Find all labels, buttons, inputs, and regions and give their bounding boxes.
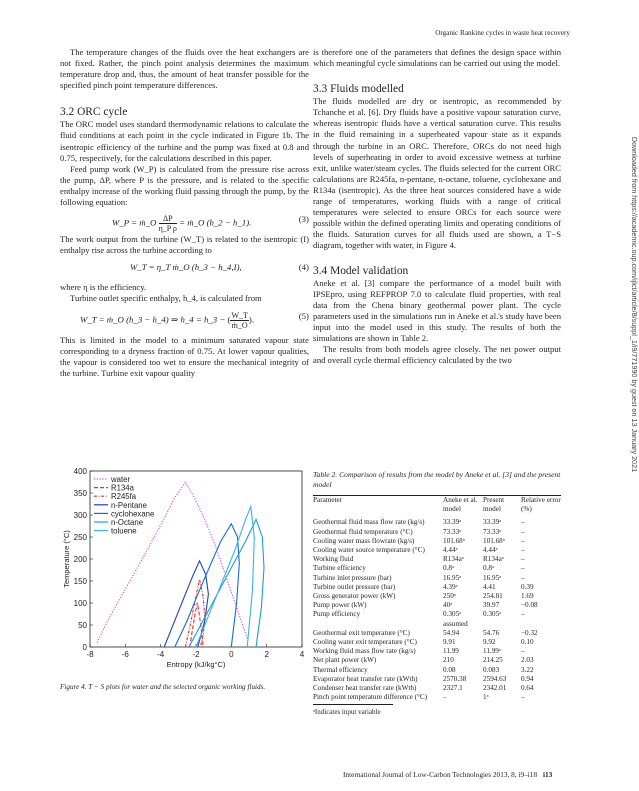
- table-cell: Working fluid: [313, 555, 354, 564]
- table-cell: 4.39ᵃ: [443, 582, 458, 591]
- table-cell: –: [521, 693, 525, 702]
- y-tick-label: 50: [78, 621, 87, 630]
- table-cell: 33.39ᵃ: [483, 518, 502, 527]
- eq-3-numerator: ΔP: [159, 214, 177, 224]
- table-cell: 0.8ᵃ: [483, 564, 494, 573]
- legend-label: cyclohexane: [111, 509, 155, 519]
- table-row: [313, 555, 561, 564]
- table-cell: 2327.1: [443, 684, 463, 693]
- table-cell: 101.68ᵃ: [443, 536, 465, 545]
- table-row: [313, 592, 561, 601]
- table-cell: 9.91: [443, 638, 456, 647]
- journal-footer: [343, 770, 552, 779]
- table-cell: Gross generator power (kW): [313, 592, 396, 601]
- paragraph: Turbine outlet specific enthalpy, h_4, is calculated from: [70, 293, 262, 304]
- table-row: [313, 610, 561, 628]
- table-row: [313, 656, 561, 665]
- eq-3-fraction: [159, 214, 177, 233]
- section-heading-3-2: 3.2 ORC cycle: [60, 106, 128, 119]
- x-tick-label: 4: [299, 650, 305, 659]
- figure-4-chart: [60, 465, 310, 675]
- table-cell: –: [521, 564, 525, 573]
- table-cell: 2342.01: [483, 684, 507, 693]
- table-caption: Table 2. Comparison of results from the model by Aneke et al. [3] and the present model: [313, 470, 561, 489]
- paragraph: where η is the efficiency.: [60, 282, 147, 293]
- legend-label: water: [111, 475, 131, 484]
- eq-5-fraction: [230, 311, 248, 330]
- table-cell: Cooling water exit temperature (°C): [313, 638, 417, 647]
- eq-3-rhs: = ṁ_O (h_2 − h_1).: [179, 217, 252, 228]
- table-cell: −0.08: [521, 601, 538, 610]
- table-cell: 0.08: [443, 665, 456, 674]
- journal-citation: International Journal of Low-Carbon Technologies 2013, 8, i9–i18: [343, 770, 538, 779]
- table-cell: –: [521, 536, 525, 545]
- equation-4: [60, 258, 309, 280]
- table-cell: Condenser heat transfer rate (kWth): [313, 684, 417, 693]
- table-row: [313, 638, 561, 647]
- paragraph: Aneke et al. [3] compare the performance of a model built with IPSEpro, using REFPROP 7.0 to calculate fluid properties, with real data from the Chena binary geothermal power plant. The cycle parameters used in the simulations run in Aneke et al.'s study have been input into the model used in this study. The results of both the simulations are shown in Table 2.: [313, 277, 561, 343]
- table-row: [313, 583, 561, 592]
- table-cell: 254.81: [483, 592, 503, 601]
- table-cell: 2570.38: [443, 674, 467, 683]
- table-cell: Net plant power (kW): [313, 656, 377, 665]
- table-cell: –: [521, 647, 525, 656]
- table-row: [313, 537, 561, 546]
- table-cell: 3.22: [521, 665, 534, 674]
- table-row: [313, 684, 561, 693]
- equation-number: (3): [298, 214, 309, 225]
- table-row: [313, 528, 561, 537]
- table-cell: 39.97: [483, 601, 500, 610]
- table-cell: 250ᵃ: [443, 592, 456, 601]
- table-cell: –: [521, 546, 525, 555]
- table-cell: Cooling water mass flowrate (kg/s): [313, 536, 415, 545]
- table-row: [313, 546, 561, 555]
- table-cell: –: [521, 610, 525, 619]
- table-cell: R134aᵃ: [443, 555, 464, 564]
- table-cell: 54.94: [443, 628, 460, 637]
- eq-3-denominator: η_P ρ: [158, 224, 177, 234]
- y-tick-label: 300: [73, 511, 87, 520]
- results-table: [313, 496, 561, 702]
- table-cell: 4.41: [483, 582, 496, 591]
- equation-3: [60, 210, 309, 232]
- table-cell: Turbine outlet pressure (bar): [313, 582, 396, 591]
- table-cell: Cooling water source temperature (°C): [313, 546, 425, 555]
- table-cell: −0.32: [521, 628, 538, 637]
- table-row: [313, 675, 561, 684]
- table-row: [313, 574, 561, 583]
- footnote-rule: [313, 704, 393, 705]
- equation-number: (4): [298, 262, 309, 273]
- paragraph: is therefore one of the parameters that defines the design space within which meaningful cycle simulations can be carried out using the model.: [313, 47, 561, 69]
- table-cell: Geothermal exit temperature (°C): [313, 628, 410, 637]
- table-cell: 0.39: [521, 582, 534, 591]
- table-cell: 40ᵃ: [443, 601, 453, 610]
- table-cell: 101.68ᵃ: [483, 536, 505, 545]
- table-cell: 73.33ᵃ: [483, 527, 502, 536]
- x-tick-label: -6: [121, 650, 129, 659]
- y-tick-label: 0: [82, 643, 87, 652]
- table-cell: Pinch point temperature difference (°C): [313, 693, 428, 702]
- table-cell: Pump efficiency: [313, 610, 361, 619]
- table-cell: –: [521, 573, 525, 582]
- y-tick-label: 150: [73, 577, 87, 586]
- section-heading-3-4: 3.4 Model validation: [313, 264, 409, 277]
- eq-5-lhs: W_T = ṁ_O (h_3 − h_4) ⇒ h_4 = h_3 −: [80, 314, 226, 325]
- x-tick-label: -8: [86, 650, 94, 659]
- eq-5-numerator: W_T: [231, 310, 248, 320]
- paragraph: The fluids modelled are dry or isentropic, as recommended by Tchanche et al. [6]. Dry fluids have a positive vapour saturation curve, whereas isentropic fluids have a vertical saturation curve. This results in the fluid remaining in a superheated vapour state as it expands through the turbine in an ORC. Therefore, ORCs do not need high levels of superheating in order to avoid excessive wetness at turbine exit, unlike water/steam cycles. The fluids selected for the current ORC calculations are R245fa, n-pentane, n-octane, toluene, cyclohexane and R134a (isentropic). As the three heat sources considered have a wide range of temperatures, working fluids with a range of critical temperatures were selected to ensure ORCs for each source were possible within the defined operating limits and operating conditions of the fluids. Saturation curves for all fluids used are shown, a T−S diagram, together with water, in Figure 4.: [313, 96, 561, 251]
- x-tick-label: -2: [192, 650, 200, 659]
- table-cell: 4.44ᵃ: [443, 546, 458, 555]
- table-cell: –: [521, 527, 525, 536]
- table-cell: 16.95ᵃ: [483, 573, 502, 582]
- table-cell: 0.305ᵃ assumed: [443, 610, 468, 628]
- paragraph: This is limited in the model to a minimum saturated vapour state corresponding to a dryness fraction of 0.75. At lower vapour qualities, the vapour is considered too wet to ensure the mechanical integrity of the turbine. Turbine exit vapour quality: [60, 334, 309, 378]
- column-header: Relative error (%): [521, 496, 561, 514]
- table-cell: 2594.63: [483, 674, 507, 683]
- paragraph: The results from both models agree closely. The net power output and overall cycle thermal efficiency calculated by the two: [313, 344, 561, 366]
- table-cell: 0.10: [521, 638, 534, 647]
- table-cell: 73.33ᵃ: [443, 527, 462, 536]
- table-cell: Geothermal fluid temperature (°C): [313, 527, 413, 536]
- table-cell: 33.39ᵃ: [443, 518, 462, 527]
- table-cell: 4.44ᵃ: [483, 546, 498, 555]
- table-2: [313, 470, 561, 716]
- table-cell: –: [521, 555, 525, 564]
- legend-label: n-Octane: [111, 518, 144, 527]
- table-row: [313, 647, 561, 656]
- right-column: [313, 47, 561, 366]
- table-footnote: ᵃIndicates input variable: [313, 708, 381, 717]
- section-heading-3-3: 3.3 Fluids modelled: [313, 83, 404, 96]
- eq-5-denominator: ṁ_O: [231, 320, 248, 330]
- table-cell: 9.92: [483, 638, 496, 647]
- y-tick-label: 350: [73, 489, 87, 498]
- column-header: Present model: [483, 496, 505, 514]
- table-cell: Evaporator heat transfer rate (kWth): [313, 674, 418, 683]
- equation-number: (5): [298, 310, 309, 321]
- table-cell: 214.25: [483, 656, 503, 665]
- table-cell: 1.69: [521, 592, 534, 601]
- table-cell: –: [443, 693, 447, 702]
- eq-4-body: W_T = η_T ṁ_O (h_3 − h_4,I),: [130, 262, 242, 273]
- table-cell: 2.03: [521, 656, 534, 665]
- table-cell: Working fluid mass flow rate (kg/s): [313, 647, 416, 656]
- legend-label: n-Pentane: [111, 500, 147, 510]
- y-axis-label: Temperature (°C): [62, 530, 71, 588]
- table-cell: 210: [443, 656, 454, 665]
- table-header-row: [313, 496, 561, 514]
- table-cell: Geothermal fluid mass flow rate (kg/s): [313, 518, 425, 527]
- legend-label: R134a: [111, 483, 134, 493]
- y-tick-label: 100: [73, 599, 87, 608]
- column-header: Parameter: [313, 496, 343, 504]
- download-watermark: Downloaded from https://academic.oup.com/ijlct/article/8/suppl_1/i9/771990 by guest on 13 January 2021: [629, 136, 639, 473]
- table-cell: 54.76: [483, 628, 500, 637]
- table-cell: Pump power (kW): [313, 601, 367, 610]
- table-row: [313, 601, 561, 610]
- table-cell: 0.94: [521, 674, 534, 683]
- table-cell: Thermal efficiency: [313, 665, 368, 674]
- x-tick-label: -4: [157, 650, 165, 659]
- table-cell: 0.305ᵃ: [483, 610, 502, 619]
- table-cell: 1ᵃ: [483, 693, 489, 702]
- table-row: [313, 514, 561, 527]
- table-cell: 0.8ᵃ: [443, 564, 454, 573]
- table-row: [313, 564, 561, 573]
- figure-caption: Figure 4. T − S plots for water and the selected organic working fluids.: [60, 683, 266, 691]
- y-tick-label: 250: [73, 533, 87, 542]
- paragraph: The ORC model uses standard thermodynamic relations to calculate the fluid conditions at each point in the cycle indicated in Figure 1b. The isentropic efficiency of the turbine and the pump was fixed at 0.8 and 0.75, respectively, for the calculations described in this paper.: [60, 119, 309, 163]
- left-column: [60, 47, 309, 379]
- table-cell: Turbine efficiency: [313, 564, 366, 573]
- equation-5: W_T = ṁ_O (h_3 − h_4) ⇒ h_4 = h_3 − ( $\frac{W\_T}{\text{ṁ\_O}}$ ). (5): [80, 310, 309, 330]
- table-cell: 11.99ᵃ: [483, 647, 501, 656]
- legend-label: toluene: [111, 526, 137, 536]
- eq-3-lhs: W_P = ṁ_O: [112, 217, 157, 228]
- y-tick-label: 400: [73, 467, 87, 476]
- table-cell: R134aᵃ: [483, 555, 504, 564]
- column-header: Aneke et al. model: [443, 496, 478, 514]
- page-number: i13: [542, 770, 553, 779]
- table-row: [313, 629, 561, 638]
- table-cell: 11.99: [443, 647, 459, 656]
- paragraph: Feed pump work (W_P) is calculated from the pressure rise across the pump, ΔP, where P is the pressure, and is related to the specific enthalpy increase of the working fluid passing through the pump, by the following equation:: [60, 163, 309, 208]
- table-row: [313, 693, 561, 702]
- table-cell: –: [521, 518, 525, 527]
- table-cell: 0.083: [483, 665, 500, 674]
- table-cell: 16.95ᵃ: [443, 573, 462, 582]
- y-tick-label: 200: [73, 555, 87, 564]
- legend-label: R245fa: [111, 492, 137, 502]
- running-head: Organic Rankine cycles in waste heat recovery: [435, 29, 570, 37]
- paragraph: The temperature changes of the fluids over the heat exchangers are not fixed. Rather, the pinch point analysis determines the maximum temperature drop and, thus, the amount of heat transfer possible for the specified pinch point temperature differences.: [60, 47, 309, 91]
- table-cell: Turbine inlet pressure (bar): [313, 573, 392, 582]
- x-tick-label: 2: [264, 650, 269, 659]
- x-tick-label: 0: [229, 650, 234, 659]
- table-cell: 0.64: [521, 684, 534, 693]
- x-axis-label: Entropy (kJ/kg°C): [166, 660, 226, 669]
- paragraph: The work output from the turbine (W_T) is related to the isentropic (I) enthalpy rise across the turbine according to: [60, 234, 309, 256]
- table-row: [313, 666, 561, 675]
